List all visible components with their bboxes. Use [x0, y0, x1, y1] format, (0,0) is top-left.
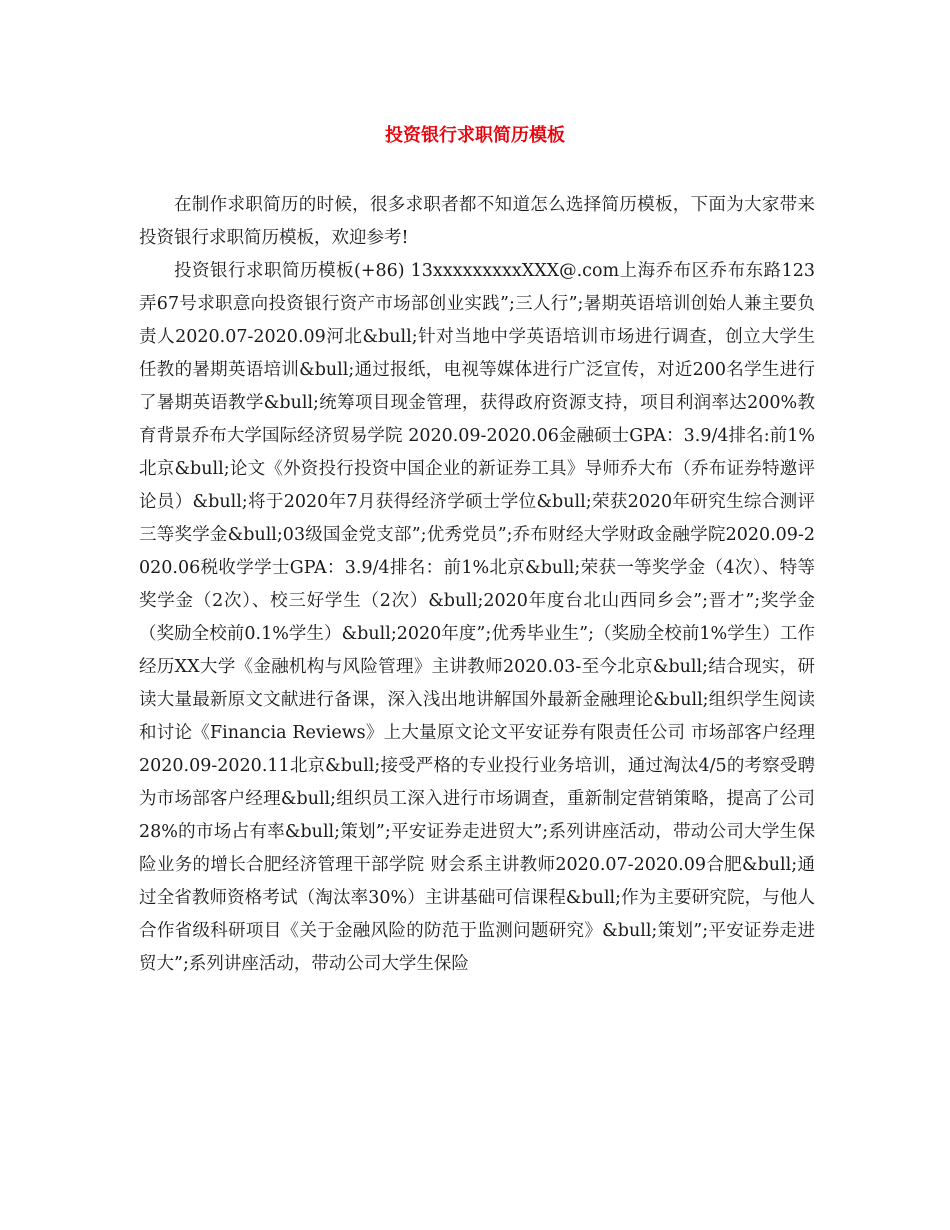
- document-body: [139, 189, 815, 981]
- document-title: 投资银行求职简历模板: [385, 125, 565, 146]
- resume-paragraph: 投资银行求职简历模板(+86) 13xxxxxxxxxXXX@.com上海乔布区乔布东路123弄67号求职意向投资银行资产市场部创业实践”;三人行”;暑期英语培训创始人兼主要负责人2020.07-2020.09河北&bull;针对当地中学英语培训市场进行调查，创立大学生任教的暑期英语培训&bull;通过报纸，电视等媒体进行广泛宣传，对近200名学生进行了暑期英语教学&bull;统筹项目现金管理，获得政府资源支持，项目利润率达200%教育背景乔布大学国际经济贸易学院 2020.09-2020.06金融硕士GPA：3.9/4排名:前1%北京&bull;论文《外资投行投资中国企业的新证券工具》导师乔大布（乔布证券特邀评论员）&bull;将于2020年7月获得经济学硕士学位&bull;荣获2020年研究生综合测评三等奖学金&bull;03级国金党支部”;优秀党员”;乔布财经大学财政金融学院2020.09-2020.06税收学学士GPA：3.9/4排名：前1%北京&bull;荣获一等奖学金（4次）、特等奖学金（2次）、校三好学生（2次）&bull;2020年度台北山西同乡会”;晋才”;奖学金（奖励全校前0.1%学生）&bull;2020年度”;优秀毕业生”;（奖励全校前1%学生）工作经历XX大学《金融机构与风险管理》主讲教师2020.03-至今北京&bull;结合现实，研读大量最新原文文献进行备课，深入浅出地讲解国外最新金融理论&bull;组织学生阅读和讨论《Financia Reviews》上大量原文论文平安证券有限责任公司 市场部客户经理2020.09-2020.11北京&bull;接受严格的专业投行业务培训，通过淘汰4/5的考察受聘为市场部客户经理&bull;组织员工深入进行市场调查，重新制定营销策略，提高了公司28%的市场占有率&bull;策划”;平安证券走进贸大”;系列讲座活动，带动公司大学生保险业务的增长合肥经济管理干部学院 财会系主讲教师2020.07-2020.09合肥&bull;通过全省教师资格考试（淘汰率30%）主讲基础可信课程&bull;作为主要研究院，与他人合作省级科研项目《关于金融风险的防范于监测问题研究》&bull;策划”;平安证券走进贸大”;系列讲座活动，带动公司大学生保险: [139, 261, 815, 974]
- intro-paragraph: 在制作求职简历的时候，很多求职者都不知道怎么选择简历模板，下面为大家带来投资银行求职简历模板，欢迎参考!: [139, 195, 815, 248]
